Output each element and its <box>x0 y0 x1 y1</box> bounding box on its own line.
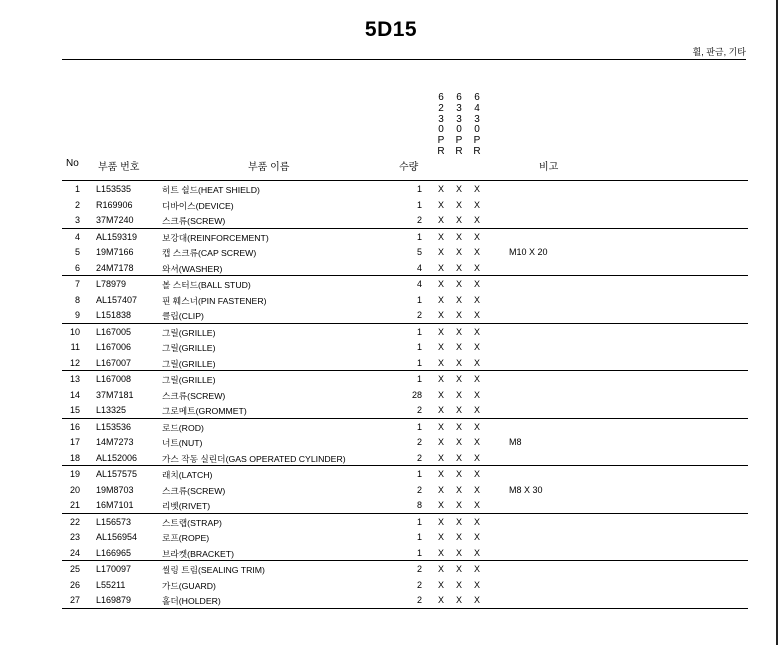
model-mark: X <box>473 405 480 415</box>
quantity: 2 <box>416 484 422 495</box>
item-number: 21 <box>69 500 80 510</box>
part-name: 로프(ROPE) <box>162 533 210 543</box>
quantity: 1 <box>416 294 422 305</box>
model-mark: X <box>473 484 480 495</box>
part-number: 14M7273 <box>96 437 134 447</box>
part-name: 스트랩(STRAP) <box>162 517 222 528</box>
page-title: 5D15 <box>364 18 418 41</box>
model-mark: X <box>455 405 462 415</box>
part-number: 16M7101 <box>96 500 134 510</box>
model-mark: X <box>455 215 462 225</box>
item-number: 26 <box>69 579 80 590</box>
model-mark: X <box>473 184 480 194</box>
table-row <box>62 418 748 435</box>
model-mark: X <box>473 516 480 527</box>
item-number: 19 <box>69 469 80 479</box>
item-number: 11 <box>70 342 80 352</box>
model-mark: X <box>473 199 480 210</box>
model-mark: X <box>437 579 444 590</box>
model-mark: X <box>455 484 462 495</box>
model-mark: X <box>437 215 444 225</box>
quantity: 1 <box>416 184 422 194</box>
item-number: 4 <box>74 231 80 242</box>
item-number: 22 <box>69 516 80 527</box>
quantity: 1 <box>416 326 422 337</box>
model-mark: X <box>437 342 444 352</box>
model-mark: X <box>455 231 462 242</box>
quantity: 2 <box>416 452 422 463</box>
part-name: 그릴(GRILLE) <box>162 327 216 338</box>
part-number: AL159319 <box>96 231 138 242</box>
part-name: 스크류(SCREW) <box>162 390 226 401</box>
model-mark: X <box>437 484 444 495</box>
part-name: 보강대(REINFORCEMENT) <box>162 232 269 243</box>
table-row <box>62 212 748 228</box>
item-number: 17 <box>69 437 80 447</box>
model-column-header: 6 2 3 0 P R <box>437 92 445 157</box>
remark: M8 X 30 <box>509 484 543 495</box>
model-mark: X <box>473 357 480 368</box>
header-no: No <box>66 158 79 169</box>
part-name: 핀 훼스너(PIN FASTENER) <box>162 295 267 306</box>
table-row <box>62 545 748 561</box>
quantity: 1 <box>416 342 422 352</box>
part-number: L156573 <box>96 516 132 527</box>
table-row <box>62 275 748 292</box>
parts-table <box>62 180 748 609</box>
part-name: 그릴(GRILLE) <box>162 375 216 385</box>
model-column-header: 6 3 3 0 P R <box>455 92 463 157</box>
model-mark: X <box>455 532 462 542</box>
model-mark: X <box>473 215 480 225</box>
model-mark: X <box>437 437 444 447</box>
model-column-header: 6 4 3 0 P R <box>473 92 481 157</box>
part-number: L167008 <box>96 374 132 384</box>
item-number: 5 <box>74 247 80 257</box>
table-row <box>62 323 748 340</box>
item-number: 23 <box>69 532 80 542</box>
model-mark: X <box>455 374 462 384</box>
item-number: 25 <box>69 564 80 574</box>
quantity: 1 <box>416 547 422 558</box>
quantity: 4 <box>416 262 422 273</box>
model-mark: X <box>455 389 462 400</box>
model-mark: X <box>455 547 462 558</box>
part-name: 와셔(WASHER) <box>162 263 223 274</box>
part-name: 히트 쉴드(HEAT SHIELD) <box>162 185 260 195</box>
model-mark: X <box>473 564 480 574</box>
table-row <box>62 292 748 308</box>
item-number: 3 <box>74 215 80 225</box>
part-name: 가드(GUARD) <box>162 580 216 591</box>
model-mark: X <box>455 199 462 210</box>
part-name: 너트(NUT) <box>162 438 203 448</box>
quantity: 28 <box>411 389 422 400</box>
item-number: 27 <box>69 595 80 605</box>
quantity: 2 <box>416 437 422 447</box>
model-mark: X <box>455 595 462 605</box>
model-mark: X <box>437 357 444 368</box>
model-mark: X <box>437 516 444 527</box>
part-number: AL156954 <box>96 532 138 542</box>
part-name: 스크류(SCREW) <box>162 485 226 496</box>
part-number: L166965 <box>96 547 132 558</box>
quantity: 4 <box>416 279 422 289</box>
model-mark: X <box>455 294 462 305</box>
model-mark: X <box>437 421 444 432</box>
quantity: 1 <box>416 231 422 242</box>
table-row <box>62 465 748 482</box>
quantity: 5 <box>416 247 422 257</box>
part-name: 브라켓(BRACKET) <box>162 548 234 559</box>
model-mark: X <box>437 564 444 574</box>
model-mark: X <box>473 279 480 289</box>
model-mark: X <box>437 452 444 463</box>
model-mark: X <box>437 184 444 194</box>
model-mark: X <box>455 452 462 463</box>
part-name: 가스 작동 실린더(GAS OPERATED CYLINDER) <box>162 453 346 464</box>
remark: M10 X 20 <box>509 247 548 257</box>
table-row <box>62 402 748 418</box>
model-mark: X <box>473 231 480 242</box>
part-number: L167005 <box>96 326 132 337</box>
quantity: 1 <box>416 421 422 432</box>
quantity: 1 <box>416 469 422 479</box>
quantity: 2 <box>416 405 422 415</box>
item-number: 18 <box>69 452 80 463</box>
model-mark: X <box>437 547 444 558</box>
item-number: 16 <box>69 421 80 432</box>
model-mark: X <box>473 326 480 337</box>
model-mark: X <box>455 326 462 337</box>
part-number: AL157575 <box>96 469 138 479</box>
model-mark: X <box>455 579 462 590</box>
table-row <box>62 387 748 403</box>
table-row <box>62 180 748 197</box>
header-quantity: 수량 <box>399 162 419 173</box>
model-mark: X <box>455 279 462 289</box>
model-mark: X <box>437 279 444 289</box>
model-mark: X <box>455 421 462 432</box>
item-number: 6 <box>74 262 80 273</box>
quantity: 2 <box>416 579 422 590</box>
model-mark: X <box>437 405 444 415</box>
part-number: L167006 <box>96 342 132 352</box>
model-mark: X <box>473 374 480 384</box>
table-row <box>62 260 748 276</box>
model-mark: X <box>455 247 462 257</box>
quantity: 1 <box>416 516 422 527</box>
model-mark: X <box>437 389 444 400</box>
part-number: L167007 <box>96 357 132 368</box>
model-mark: X <box>455 262 462 273</box>
quantity: 1 <box>416 199 422 210</box>
header-part-name: 부품 이름 <box>248 162 290 173</box>
model-mark: X <box>473 342 480 352</box>
part-number: 24M7178 <box>96 262 134 273</box>
item-number: 20 <box>69 484 80 495</box>
model-mark: X <box>455 469 462 479</box>
quantity: 1 <box>416 532 422 542</box>
model-mark: X <box>455 437 462 447</box>
part-number: L153536 <box>96 421 132 432</box>
model-mark: X <box>437 231 444 242</box>
table-row <box>62 339 748 355</box>
table-row <box>62 592 748 609</box>
model-mark: X <box>437 532 444 542</box>
item-number: 7 <box>74 279 80 289</box>
model-mark: X <box>473 247 480 257</box>
table-row <box>62 197 748 213</box>
model-mark: X <box>437 294 444 305</box>
item-number: 10 <box>69 326 80 337</box>
table-row <box>62 355 748 371</box>
quantity: 2 <box>416 564 422 574</box>
header-part-number: 부품 번호 <box>98 162 140 173</box>
quantity: 8 <box>416 500 422 510</box>
table-row <box>62 307 748 323</box>
part-name: 그릴(GRILLE) <box>162 358 216 369</box>
model-mark: X <box>473 595 480 605</box>
part-number: AL152006 <box>96 452 138 463</box>
quantity: 1 <box>416 357 422 368</box>
part-name: 클립(CLIP) <box>162 311 204 321</box>
part-number: AL157407 <box>96 294 138 305</box>
model-mark: X <box>437 199 444 210</box>
table-row <box>62 513 748 530</box>
part-number: L169879 <box>96 595 132 605</box>
table-row <box>62 529 748 545</box>
table-row <box>62 370 748 387</box>
table-row <box>62 450 748 466</box>
part-number: L78979 <box>96 279 127 289</box>
part-name: 디바이스(DEVICE) <box>162 200 234 211</box>
item-number: 13 <box>69 374 80 384</box>
model-mark: X <box>473 310 480 320</box>
part-name: 씰링 트림(SEALING TRIM) <box>162 565 265 575</box>
model-mark: X <box>455 310 462 320</box>
part-number: 37M7240 <box>96 215 134 225</box>
table-row <box>62 482 748 498</box>
quantity: 2 <box>416 595 422 605</box>
header-rule <box>62 59 746 60</box>
part-name: 로드(ROD) <box>162 422 204 433</box>
part-number: L13325 <box>96 405 127 415</box>
item-number: 8 <box>74 294 80 305</box>
item-number: 1 <box>74 184 80 194</box>
model-mark: X <box>473 437 480 447</box>
part-number: L151838 <box>96 310 132 320</box>
table-row <box>62 228 748 245</box>
model-mark: X <box>437 500 444 510</box>
quantity: 2 <box>416 310 422 320</box>
item-number: 24 <box>69 547 80 558</box>
model-mark: X <box>455 564 462 574</box>
model-mark: X <box>455 357 462 368</box>
quantity: 1 <box>416 374 422 384</box>
model-mark: X <box>455 342 462 352</box>
item-number: 12 <box>69 357 80 368</box>
part-name: 그로메트(GROMMET) <box>162 406 247 416</box>
model-mark: X <box>473 262 480 273</box>
part-name: 캡 스크류(CAP SCREW) <box>162 248 257 258</box>
model-mark: X <box>455 516 462 527</box>
part-number: L55211 <box>96 579 126 590</box>
part-number: L153535 <box>96 184 132 194</box>
table-row <box>62 497 748 513</box>
part-name: 그릴(GRILLE) <box>162 343 216 353</box>
part-number: L170097 <box>96 564 132 574</box>
model-mark: X <box>473 500 480 510</box>
part-name: 볼 스터드(BALL STUD) <box>162 280 251 290</box>
part-number: 19M8703 <box>96 484 134 495</box>
item-number: 14 <box>69 389 80 400</box>
page-edge <box>776 0 778 645</box>
part-name: 리벳(RIVET) <box>162 501 211 511</box>
model-mark: X <box>455 500 462 510</box>
part-number: R169906 <box>96 199 133 210</box>
table-row <box>62 434 748 450</box>
model-mark: X <box>437 469 444 479</box>
header-remarks: 비고 <box>539 162 559 173</box>
model-mark: X <box>437 326 444 337</box>
model-mark: X <box>473 469 480 479</box>
part-number: 19M7166 <box>96 247 134 257</box>
model-mark: X <box>437 374 444 384</box>
part-name: 래치(LATCH) <box>162 470 213 480</box>
model-mark: X <box>473 421 480 432</box>
model-mark: X <box>437 262 444 273</box>
part-name: 스크류(SCREW) <box>162 216 226 226</box>
table-row <box>62 244 748 260</box>
quantity: 2 <box>416 215 422 225</box>
model-mark: X <box>473 389 480 400</box>
model-mark: X <box>437 595 444 605</box>
model-mark: X <box>473 294 480 305</box>
model-mark: X <box>473 547 480 558</box>
model-mark: X <box>437 247 444 257</box>
item-number: 15 <box>69 405 80 415</box>
model-mark: X <box>473 579 480 590</box>
remark: M8 <box>509 437 522 447</box>
model-mark: X <box>437 310 444 320</box>
section-subtitle: 휠, 판금, 기타 <box>692 47 746 57</box>
item-number: 2 <box>74 199 80 210</box>
model-mark: X <box>473 532 480 542</box>
table-row <box>62 560 748 577</box>
part-number: 37M7181 <box>96 389 134 400</box>
part-name: 홀더(HOLDER) <box>162 596 221 606</box>
model-mark: X <box>473 452 480 463</box>
model-mark: X <box>455 184 462 194</box>
item-number: 9 <box>74 310 80 320</box>
table-row <box>62 577 748 593</box>
